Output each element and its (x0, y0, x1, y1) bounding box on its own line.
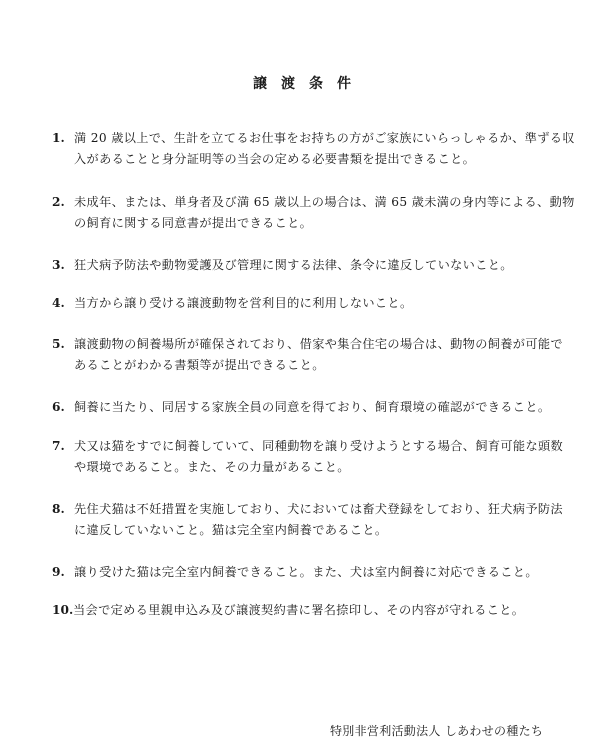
condition-item-9 (52, 562, 560, 583)
condition-item-7 (52, 436, 564, 478)
condition-number: 5. (52, 337, 65, 351)
condition-number: 2. (52, 195, 65, 209)
condition-line: 満 20 歳以上で、生計を立てるお仕事をお持ちの方がご家族にいらっしゃるか、準ずる収 (74, 131, 575, 145)
condition-number: 1. (52, 131, 65, 145)
condition-number: 8. (52, 502, 65, 516)
condition-number: 4. (52, 296, 65, 310)
condition-line: 当方から譲り受ける譲渡動物を営利目的に利用しないこと。 (74, 296, 413, 310)
condition-number: 10. (52, 603, 74, 617)
condition-line: あることがわかる書類等が提出できること。 (74, 358, 325, 372)
condition-line: 飼養に当たり、同居する家族全員の同意を得ており、飼育環境の確認ができること。 (74, 400, 551, 414)
condition-line: に違反していないこと。猫は完全室内飼養であること。 (74, 523, 388, 537)
condition-line: 当会で定める里親申込み及び譲渡契約書に署名捺印し、その内容が守れること。 (73, 603, 525, 617)
condition-line: 譲渡動物の飼養場所が確保されており、借家や集合住宅の場合は、動物の飼養が可能で (74, 337, 563, 351)
condition-text (74, 562, 560, 583)
condition-text (74, 397, 560, 418)
organization-name: 特別非営利活動法人 しあわせの種たち (330, 724, 544, 738)
condition-item-8 (52, 499, 563, 541)
condition-line: 犬又は猫をすでに飼養していて、同種動物を譲り受けようとする場合、飼育可能な頭数 (74, 439, 564, 453)
condition-item-10 (52, 600, 560, 621)
condition-text (73, 600, 560, 621)
condition-line: や環境であること。また、その力量があること。 (74, 460, 350, 474)
condition-line: 狂犬病予防法や動物愛護及び管理に関する法律、条令に違反していないこと。 (74, 258, 513, 272)
condition-text (74, 293, 560, 314)
condition-text (74, 192, 575, 234)
condition-item-3 (52, 255, 560, 276)
condition-line: 先住犬猫は不妊措置を実施しており、犬においては畜犬登録をしており、狂犬病予防法 (74, 502, 563, 516)
page-title: 譲渡条件 (253, 76, 365, 92)
condition-line: 譲り受けた猫は完全室内飼養できること。また、犬は室内飼養に対応できること。 (74, 565, 538, 579)
condition-text (74, 436, 563, 478)
condition-text (74, 128, 575, 170)
condition-number: 6. (52, 400, 65, 414)
condition-item-5 (52, 334, 563, 376)
condition-text (74, 499, 563, 541)
condition-line: の飼育に関する同意書が提出できること。 (74, 216, 313, 230)
condition-number: 3. (52, 258, 65, 272)
condition-item-1 (52, 128, 575, 170)
condition-number: 7. (52, 439, 65, 453)
condition-item-4 (52, 293, 560, 314)
condition-text (74, 255, 560, 276)
condition-item-6 (52, 397, 560, 418)
condition-text (74, 334, 563, 376)
condition-line: 入があることと身分証明等の当会の定める必要書類を提出できること。 (74, 152, 476, 166)
condition-number: 9. (52, 565, 65, 579)
condition-item-2 (52, 192, 575, 234)
condition-line: 未成年、または、単身者及び満 65 歳以上の場合は、満 65 歳未満の身内等による、動物 (74, 195, 575, 209)
